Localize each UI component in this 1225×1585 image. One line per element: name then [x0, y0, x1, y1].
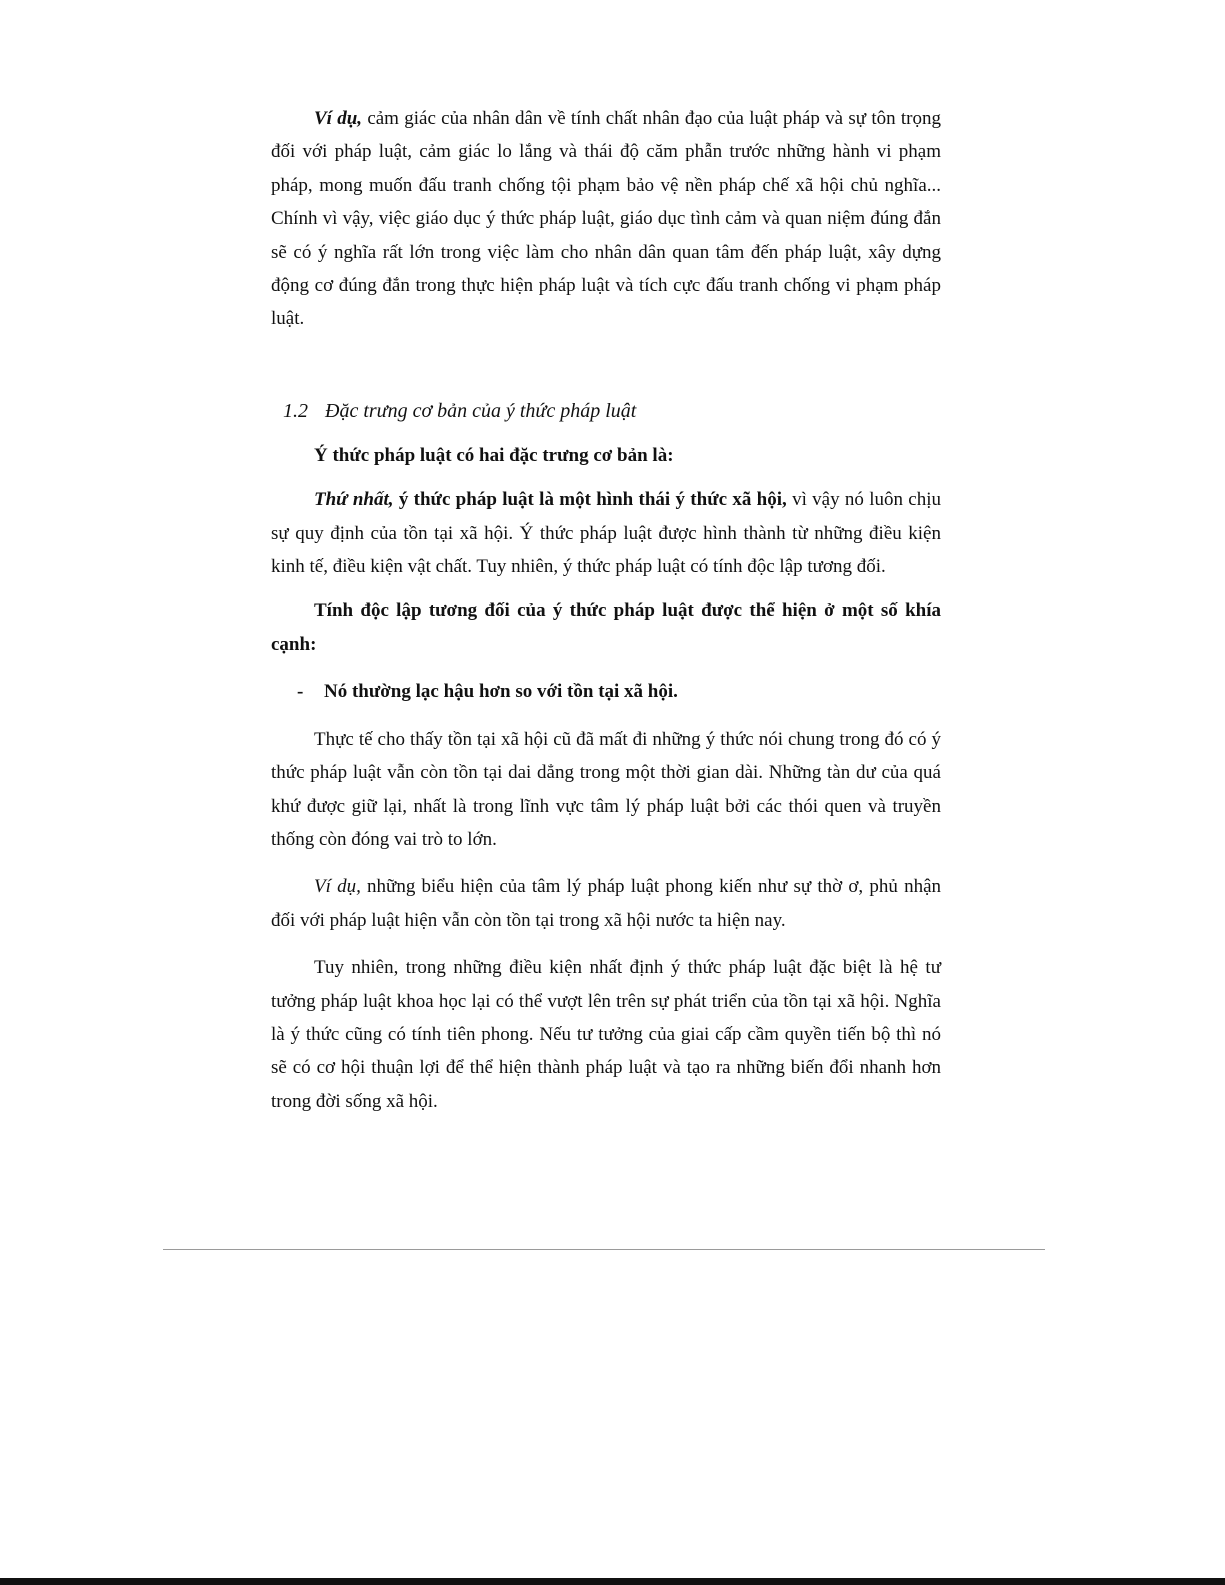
example-lead: Ví dụ,	[314, 108, 363, 129]
first-feature-bold: ý thức pháp luật là một hình thái ý thức xã hội,	[393, 489, 787, 511]
page-content	[271, 102, 941, 1118]
paragraph-text: vì vậy nó luôn chịu sự quy định của tồn tại xã hội. Ý thức pháp luật được hình thành từ những điều kiện kinh tế, điều kiện vật chất. Tuy nhiên, ý thức pháp luật có tính độc lập tương đối.	[271, 489, 942, 578]
section-heading	[283, 394, 941, 428]
bullet-item	[271, 675, 941, 708]
paragraph-example-feudal	[271, 870, 941, 937]
bullet-text: Nó thường lạc hậu hơn so với tồn tại xã hội.	[324, 681, 678, 703]
section-title: Đặc trưng cơ bản của ý thức pháp luật	[325, 399, 637, 422]
paragraph-independence: Tính độc lập tương đối của ý thức pháp luật được thể hiện ở một số khía cạnh:	[271, 600, 941, 655]
paragraph-pioneering: Tuy nhiên, trong những điều kiện nhất định ý thức pháp luật đặc biệt là hệ tư tưởng pháp luật khoa học lại có thể vượt lên trên sự phát triển của tồn tại xã hội. Nghĩa là ý thức cũng có tính tiên phong. Nếu tư tưởng của giai cấp cầm quyền tiến bộ thì nó sẽ có cơ hội thuận lợi để thể hiện thành pháp luật và tạo ra những biến đổi nhanh hơn trong đời sống xã hội.	[271, 957, 941, 1112]
page-bottom-edge	[0, 1578, 1225, 1585]
intro-line: Ý thức pháp luật có hai đặc trưng cơ bản là:	[314, 444, 674, 466]
example-lead: Ví dụ,	[314, 876, 361, 898]
paragraph-text: những biểu hiện của tâm lý pháp luật phong kiến như sự thờ ơ, phủ nhận đối với pháp luật hiện vẫn còn tồn tại trong xã hội nước ta hiện nay.	[271, 876, 942, 931]
paragraph-reality: Thực tế cho thấy tồn tại xã hội cũ đã mất đi những ý thức nói chung trong đó có ý thức pháp luật vẫn còn tồn tại dai dẳng trong một thời gian dài. Những tàn dư của quá khứ được giữ lại, nhất là trong lĩnh vực tâm lý pháp luật bởi các thói quen và truyền thống còn đóng vai trò to lớn.	[271, 728, 941, 850]
paragraph-first-feature	[271, 483, 941, 583]
paragraph-text: cảm giác của nhân dân về tính chất nhân đạo của luật pháp và sự tôn trọng đối với pháp luật, cảm giác lo lắng và thái độ căm phẫn trước những hành vi phạm pháp, mong muốn đấu tranh chống tội phạm bảo vệ nền pháp chế xã hội chủ nghĩa... Chính vì vậy, việc giáo dục ý thức pháp luật, giáo dục tình cảm và quan niệm đúng đắn sẽ có ý nghĩa rất lớn trong việc làm cho nhân dân quan tâm đến pháp luật, xây dựng động cơ đúng đắn trong thực hiện pháp luật và tích cực đấu tranh chống vi phạm pháp luật.	[271, 108, 941, 330]
section-number: 1.2	[283, 399, 308, 422]
paragraph-example-feelings	[271, 102, 941, 336]
footer-divider	[163, 1249, 1045, 1250]
bullet-dash: -	[297, 681, 304, 703]
first-feature-lead: Thứ nhất,	[314, 489, 394, 511]
